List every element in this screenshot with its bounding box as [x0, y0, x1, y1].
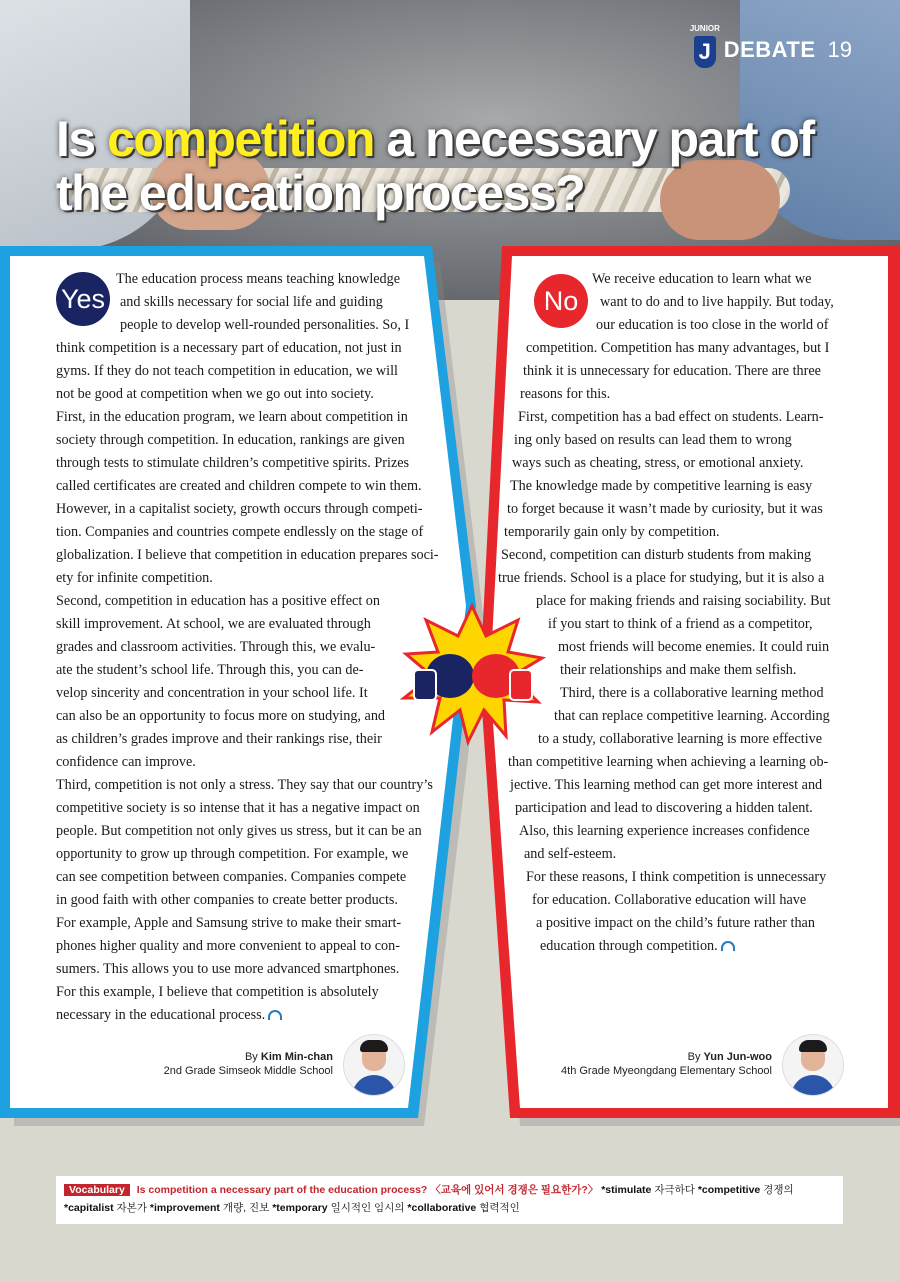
no-line: temporarily gain only by competition.: [504, 524, 720, 540]
avatar-shirt: [352, 1075, 396, 1096]
yes-argument: [56, 268, 439, 1027]
no-line: jective. This learning method can get more interest and: [510, 777, 823, 793]
by-label: By: [687, 1051, 704, 1063]
yes-line: called certificates are created and children compete to win them.: [56, 478, 422, 494]
no-line: think it is unnecessary for education. There are three: [523, 363, 821, 379]
yes-line: Second, competition in education has a positive effect on: [56, 593, 380, 609]
no-line: participation and lead to discovering a hidden talent.: [515, 800, 813, 816]
no-byline: [561, 1050, 772, 1078]
yes-line: Third, competition is not only a stress. They say that our country’s: [56, 777, 433, 793]
yes-line: ate the student’s school life. Through this, you can de-: [56, 662, 364, 678]
vocab-word: *capitalist: [64, 1202, 114, 1214]
no-line: and self-esteem.: [524, 846, 617, 862]
no-line: their relationships and make them selfish.: [560, 662, 797, 678]
yes-line: people to develop well-rounded personalities. So, I: [120, 317, 410, 333]
by-label: By: [244, 1051, 261, 1063]
yes-line: through tests to stimulate children’s competitive spirits. Prizes: [56, 455, 410, 471]
yes-line: can see competition between companies. Companies compete: [56, 869, 407, 885]
page-number: 19: [827, 37, 852, 62]
vocabulary-tag: Vocabulary: [64, 1184, 130, 1196]
vocab-item: [272, 1202, 404, 1214]
brand-small-label: JUNIOR: [689, 24, 720, 33]
yes-line: tion. Companies and countries compete endlessly on the stage of: [56, 524, 424, 540]
no-line: place for making friends and raising sociability. But: [536, 593, 831, 609]
vocab-word: *temporary: [272, 1202, 328, 1214]
no-line: Third, there is a collaborative learning method: [560, 685, 824, 701]
vocab-word: *improvement: [149, 1202, 220, 1214]
vocab-item: [64, 1202, 147, 1214]
yes-line: not be good at competition when we go out into society.: [56, 386, 374, 402]
no-line: First, competition has a bad effect on students. Learn-: [518, 409, 824, 425]
yes-line: ety for infinite competition.: [56, 570, 213, 586]
yes-line: confidence can improve.: [56, 754, 196, 770]
vocab-meaning: 개량, 진보: [222, 1202, 270, 1214]
yes-line: skill improvement. At school, we are evaluated through: [56, 616, 371, 632]
headphones-icon: [721, 941, 735, 951]
no-line: Second, competition can disturb students from making: [501, 547, 812, 563]
no-school: 4th Grade Myeongdang Elementary School: [561, 1065, 772, 1077]
yes-line: velop sincerity and concentration in your school life. It: [56, 685, 368, 701]
yes-line: For example, Apple and Samsung strive to make their smart-: [56, 915, 402, 931]
vocab-word: *competitive: [697, 1184, 761, 1196]
title-highlight: competition: [107, 111, 374, 167]
title-pre: Is: [56, 111, 108, 167]
vocab-meaning: 경쟁의: [763, 1184, 794, 1196]
vocab-item: [150, 1202, 269, 1214]
yes-line: think competition is a necessary part of education, not just in: [56, 340, 402, 356]
vocab-word: *stimulate: [601, 1184, 652, 1196]
no-author: Yun Jun-woo: [703, 1051, 772, 1063]
no-line: most friends will become enemies. It could ruin: [558, 639, 830, 655]
no-line: reasons for this.: [520, 386, 611, 402]
no-line: We receive education to learn what we: [592, 271, 812, 287]
yes-line: people. But competition not only gives us stress, but it can be an: [56, 823, 422, 839]
no-argument: [496, 268, 834, 958]
vocabulary-question: Is competition a necessary part of the education process? 〈교육에 있어서 경쟁은 필요한가?〉: [136, 1184, 599, 1196]
yes-author: Kim Min-chan: [260, 1051, 333, 1063]
yes-line: phones higher quality and more convenient to appeal to con-: [56, 938, 400, 954]
no-author-avatar: [782, 1034, 844, 1096]
yes-author-avatar: [343, 1034, 405, 1096]
vocab-meaning: 협력적인: [479, 1202, 520, 1214]
yes-line: sumers. This allows you to use more advanced smartphones.: [56, 961, 400, 977]
no-line: Also, this learning experience increases confidence: [519, 823, 810, 839]
no-line: that can replace competitive learning. According: [554, 708, 830, 724]
no-line: to a study, collaborative learning is more effective: [538, 731, 823, 747]
yes-line: in good faith with other companies to create better products.: [56, 892, 398, 908]
vocab-meaning: 자본가: [116, 1202, 147, 1214]
vocab-item: [601, 1184, 695, 1196]
no-line: for education. Collaborative education will have: [532, 892, 807, 908]
no-line: For these reasons, I think competition is unnecessary: [526, 869, 827, 885]
yes-line: as children’s grades improve and their rankings rise, their: [56, 731, 382, 747]
no-line: our education is too close in the world of: [596, 317, 829, 333]
avatar-hair: [799, 1040, 827, 1052]
yes-line: grades and classroom activities. Through this, we evalu-: [56, 639, 376, 655]
no-line: ways such as cheating, stress, or emotional anxiety.: [512, 455, 804, 471]
no-badge: No: [534, 274, 588, 328]
yes-byline: [164, 1050, 333, 1078]
no-line: if you start to think of a friend as a competitor,: [548, 616, 813, 632]
vocab-item: [698, 1184, 794, 1196]
vocab-meaning: 자극하다: [654, 1184, 695, 1196]
yes-line: competitive society is so intense that it has a negative impact on: [56, 800, 420, 816]
vocab-item: [407, 1202, 519, 1214]
no-line: ing only based on results can lead them to wrong: [514, 432, 792, 448]
yes-line: and skills necessary for social life and guiding: [120, 294, 383, 310]
no-line: true friends. School is a place for studying, but it is also a: [498, 570, 825, 586]
no-line: than competitive learning when achieving a learning ob-: [508, 754, 829, 770]
vocab-word: *collaborative: [407, 1202, 477, 1214]
no-line: a positive impact on the child’s future rather than: [536, 915, 815, 931]
yes-line: The education process means teaching knowledge: [116, 271, 401, 287]
yes-badge: Yes: [56, 272, 110, 326]
no-line: to forget because it wasn’t made by curiosity, but it was: [507, 501, 823, 517]
yes-line: First, in the education program, we learn about competition in: [56, 409, 408, 425]
yes-line: can also be an opportunity to focus more on studying, and: [56, 708, 386, 724]
yes-line: society through competition. In education, rankings are given: [56, 432, 405, 448]
vocabulary-box: [56, 1176, 843, 1224]
yes-line: necessary in the educational process.: [56, 1007, 266, 1023]
no-line: competition. Competition has many advantages, but I: [526, 340, 830, 356]
title-post: a necessary part of the education process?: [56, 111, 814, 221]
headphones-icon: [268, 1010, 282, 1020]
no-last-line: [496, 935, 834, 958]
yes-line: globalization. I believe that competition in education prepares soci-: [56, 547, 439, 563]
brand-letter: J: [694, 36, 716, 68]
yes-line: However, in a capitalist society, growth occurs through competi-: [56, 501, 423, 517]
yes-line: For this example, I believe that competition is absolutely: [56, 984, 379, 1000]
avatar-shirt: [791, 1075, 835, 1096]
no-line: education through competition.: [540, 938, 718, 954]
section-name: DEBATE: [723, 37, 816, 62]
yes-school: 2nd Grade Simseok Middle School: [163, 1065, 333, 1077]
avatar-hair: [360, 1040, 388, 1052]
vocab-meaning: 일시적인 임시의: [330, 1202, 405, 1214]
no-line: want to do and to live happily. But today,: [600, 294, 834, 310]
yes-line: gyms. If they do not teach competition in education, we will: [56, 363, 398, 379]
yes-last-line: [56, 1004, 439, 1027]
no-line: The knowledge made by competitive learning is easy: [510, 478, 813, 494]
yes-line: opportunity to grow up through competition. For example, we: [56, 846, 409, 862]
